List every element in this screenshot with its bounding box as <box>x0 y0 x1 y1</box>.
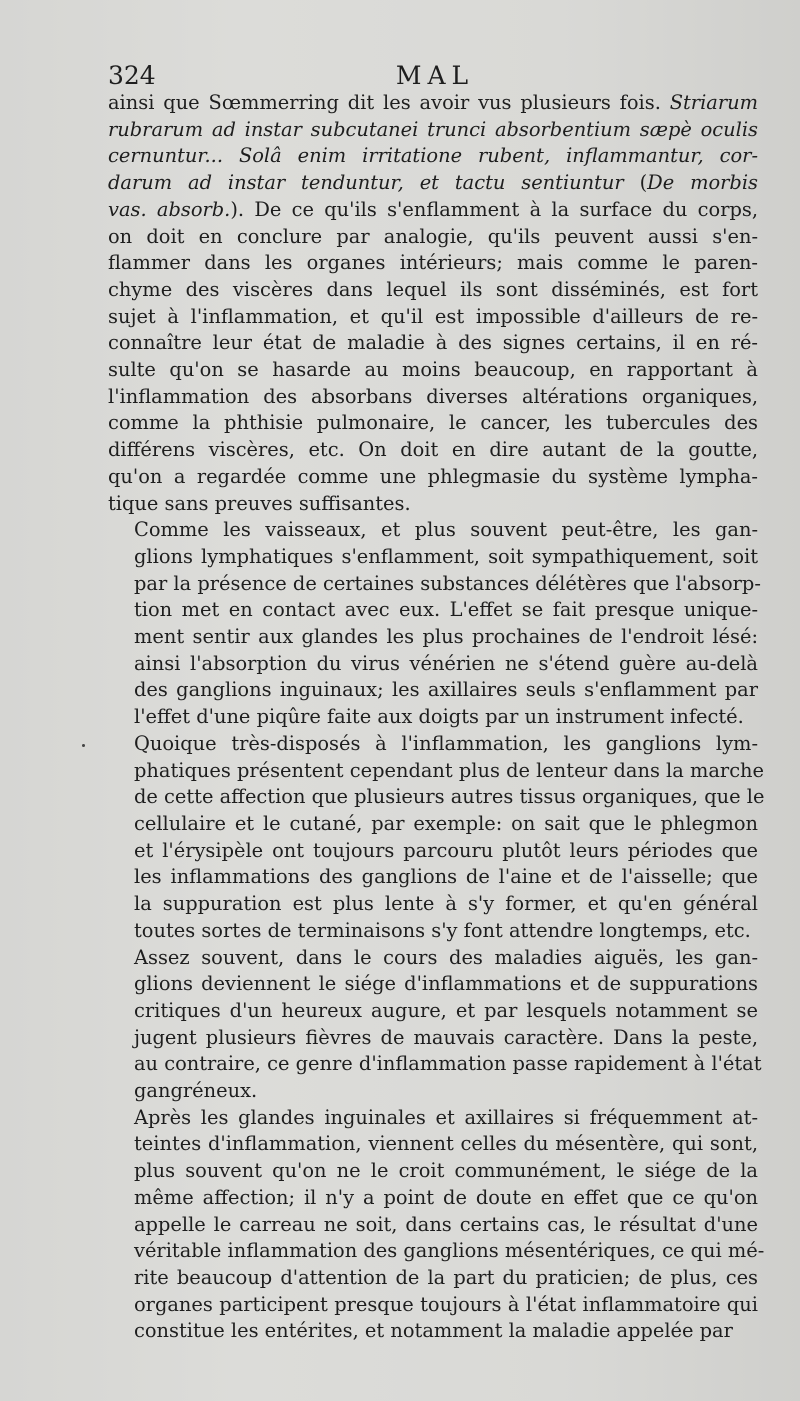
text-line <box>108 998 758 1025</box>
text-line <box>108 1292 758 1319</box>
text-line <box>108 704 758 731</box>
italic-text: vas. absorb. <box>108 197 231 221</box>
text-line <box>108 517 758 544</box>
text-line <box>108 758 765 785</box>
text-line <box>108 1131 758 1158</box>
text-line <box>108 491 758 518</box>
paragraph <box>108 517 761 731</box>
italic-text: darum ad instar tenduntur, et tactu sentiuntur <box>108 171 624 195</box>
text-line <box>108 731 758 758</box>
text-line <box>108 651 758 678</box>
text-run: de cette affection que plusieurs autres tissus organiques, que le <box>134 785 765 809</box>
text-run: tique sans preuves suffisantes. <box>108 491 411 515</box>
text-line <box>108 945 758 972</box>
margin-mark <box>82 744 85 747</box>
text-line <box>108 811 758 838</box>
text-run: au contraire, ce genre d'inflammation passe rapidement à l'état <box>134 1052 762 1076</box>
text-run: constitue les entérites, et notamment la maladie appelée par <box>134 1319 733 1343</box>
italic-text: Striarum <box>669 91 758 114</box>
body-text <box>108 90 765 1345</box>
running-head: MAL <box>395 61 475 90</box>
text-run: chyme des viscères dans lequel ils sont disséminés, est fort <box>108 277 758 301</box>
text-line <box>108 384 758 411</box>
paragraph <box>108 90 758 517</box>
text-run: sulte qu'on se hasarde au moins beaucoup, en rapportant à <box>108 358 758 382</box>
text-line <box>108 571 761 598</box>
text-line <box>108 197 758 224</box>
text-run: toutes sortes de terminaisons s'y font attendre longtemps, etc. <box>134 918 751 942</box>
text-run: ( <box>623 171 648 195</box>
text-run: rite beaucoup d'attention de la part du praticien; de plus, ces <box>134 1265 758 1289</box>
text-line <box>108 1265 758 1292</box>
text-run: comme la phthisie pulmonaire, le cancer, les tubercules des <box>108 411 758 435</box>
text-run: glions lymphatiques s'enflamment, soit sympathiquement, soit <box>134 544 758 568</box>
text-run: Quoique très-disposés à l'inflammation, les ganglions lym- <box>134 731 758 755</box>
italic-text: cernuntur... Solâ enim irritatione rubent, inflammantur, cor- <box>108 144 758 168</box>
text-line <box>108 1051 762 1078</box>
text-line <box>108 864 758 891</box>
text-line <box>108 1318 758 1345</box>
text-line <box>108 677 758 704</box>
text-run: teintes d'inflammation, viennent celles du mésentère, qui sont, <box>134 1132 758 1156</box>
text-line <box>108 784 765 811</box>
text-run: des ganglions inguinaux; les axillaires seuls s'enflamment par <box>134 678 758 702</box>
text-line <box>108 838 758 865</box>
text-line <box>108 250 758 277</box>
text-line <box>108 1025 758 1052</box>
text-run: sujet à l'inflammation, et qu'il est impossible d'ailleurs de re- <box>108 304 758 328</box>
text-run: gangréneux. <box>134 1079 258 1103</box>
paragraph <box>108 1105 765 1345</box>
text-line <box>108 891 758 918</box>
text-line <box>108 437 758 464</box>
text-line <box>108 357 758 384</box>
text-run: critiques d'un heureux augure, et par lesquels notamment se <box>134 998 758 1022</box>
paragraph <box>108 731 765 945</box>
text-run: organes participent presque toujours à l'état inflammatoire qui <box>134 1292 758 1316</box>
text-run: ainsi l'absorption du virus vénérien ne s'étend guère au-delà <box>134 651 758 675</box>
italic-text: De morbis <box>647 171 758 195</box>
text-line <box>108 277 758 304</box>
text-line <box>108 1105 758 1132</box>
text-line <box>108 597 758 624</box>
text-line <box>108 90 758 117</box>
text-line <box>108 1078 758 1105</box>
paragraph <box>108 945 762 1105</box>
text-line <box>108 170 758 197</box>
text-run: cellulaire et le cutané, par exemple: on sait que le phlegmon <box>134 811 758 835</box>
text-run: jugent plusieurs fièvres de mauvais caractère. Dans la peste, <box>134 1025 758 1049</box>
text-line <box>108 918 758 945</box>
text-run: plus souvent qu'on ne le croit communément, le siége de la <box>134 1159 758 1183</box>
text-line <box>108 410 758 437</box>
text-run: on doit en conclure par analogie, qu'ils peuvent aussi s'en- <box>108 224 758 248</box>
text-run: Après les glandes inguinales et axillaires si fréquemment at- <box>134 1105 758 1129</box>
text-run: ment sentir aux glandes les plus prochaines de l'endroit lésé: <box>134 625 758 649</box>
text-line <box>108 1185 758 1212</box>
text-run: la suppuration est plus lente à s'y former, et qu'en général <box>134 892 758 916</box>
text-run: et l'érysipèle ont toujours parcouru plutôt leurs périodes que <box>134 838 758 862</box>
text-line <box>108 224 758 251</box>
text-run: Assez souvent, dans le cours des maladies aiguës, les gan- <box>134 945 758 969</box>
text-run: par la présence de certaines substances délétères que l'absorp- <box>134 571 761 595</box>
text-run: même affection; il n'y a point de doute en effet que ce qu'on <box>134 1185 758 1209</box>
text-run: phatiques présentent cependant plus de lenteur dans la marche <box>134 758 765 782</box>
text-run: différens viscères, etc. On doit en dire autant de la goutte, <box>108 438 758 462</box>
text-run: flammer dans les organes intérieurs; mais comme le paren- <box>108 251 758 275</box>
text-line <box>108 143 758 170</box>
text-run: glions deviennent le siége d'inflammations et de suppurations <box>134 972 758 996</box>
text-line <box>108 117 758 144</box>
text-run: les inflammations des ganglions de l'aine et de l'aisselle; que <box>134 865 758 889</box>
text-run: ainsi que Sœmmerring dit les avoir vus plusieurs fois. <box>108 91 670 114</box>
text-line <box>108 304 758 331</box>
text-run: véritable inflammation des ganglions mésentériques, ce qui mé- <box>134 1239 765 1263</box>
text-line <box>108 544 758 571</box>
text-line <box>108 330 758 357</box>
text-line <box>108 1158 758 1185</box>
text-line <box>108 624 758 651</box>
text-run: l'inflammation des absorbans diverses altérations organiques, <box>108 384 758 408</box>
text-line <box>108 464 758 491</box>
text-run: appelle le carreau ne soit, dans certains cas, le résultat d'une <box>134 1212 758 1236</box>
text-run: ). De ce qu'ils s'enflamment à la surface du corps, <box>230 197 758 221</box>
text-line <box>108 1238 765 1265</box>
italic-text: rubrarum ad instar subcutanei trunci absorbentium sæpè oculis <box>108 117 758 141</box>
text-run: connaître leur état de maladie à des signes certains, il en ré- <box>108 331 758 355</box>
text-line <box>108 971 758 998</box>
page-number: 324 <box>108 61 156 90</box>
text-run: l'effet d'une piqûre faite aux doigts par un instrument infecté. <box>134 705 744 729</box>
text-run: Comme les vaisseaux, et plus souvent peut-être, les gan- <box>134 518 758 542</box>
text-line <box>108 1212 758 1239</box>
text-run: tion met en contact avec eux. L'effet se fait presque unique- <box>134 598 758 622</box>
text-run: qu'on a regardée comme une phlegmasie du système lympha- <box>108 464 758 488</box>
